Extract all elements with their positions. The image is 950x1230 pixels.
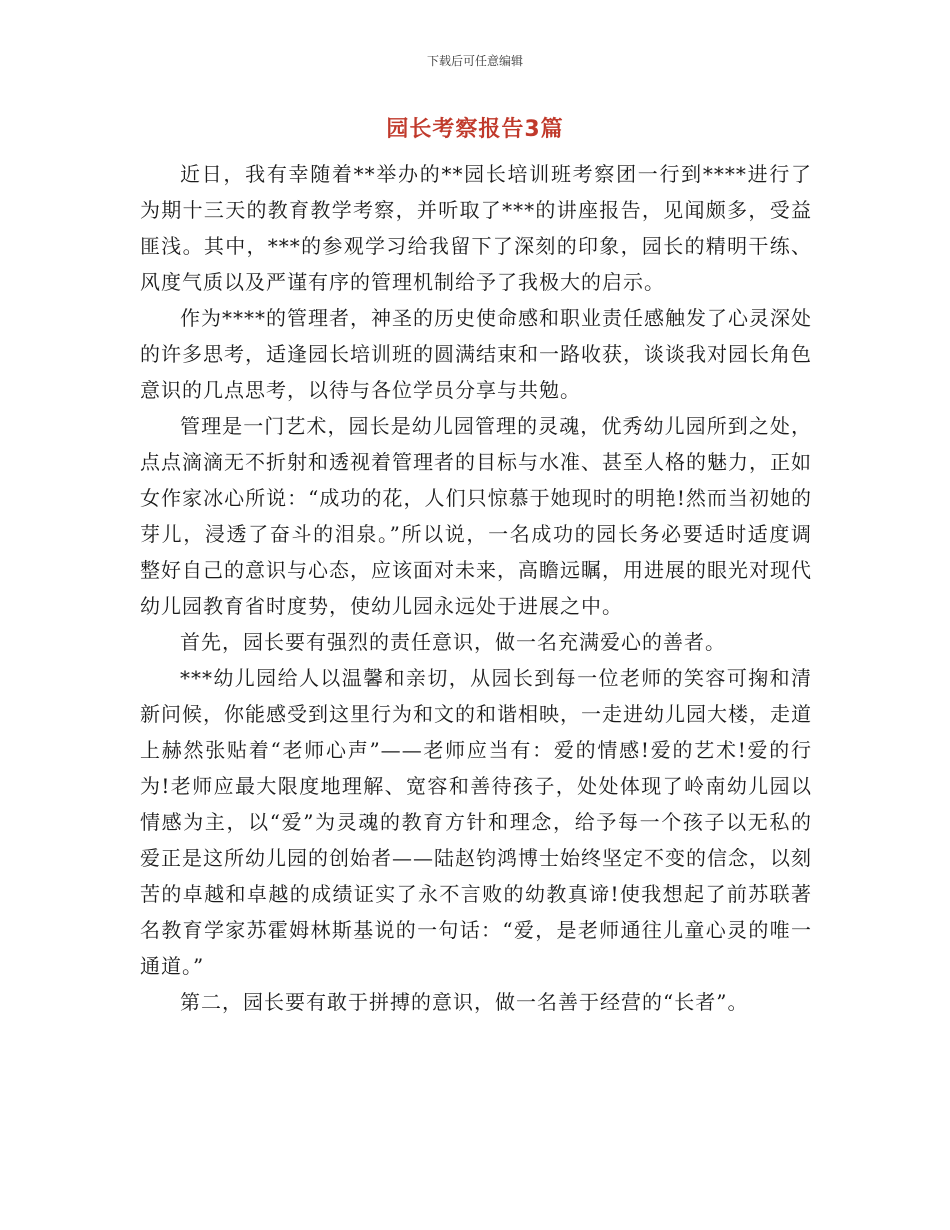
paragraph: 管理是一门艺术，园长是幼儿园管理的灵魂，优秀幼儿园所到之处，点点滴滴无不折射和透视着管理者的目标与水准、甚至人格的魅力，正如女作家冰心所说：“成功的花，人们只惊慕于她现时的明艳!然而当初她的芽儿，浸透了奋斗的泪泉。”所以说，一名成功的园长务必要适时适度调整好自己的意识与心态，应该面对未来，高瞻远瞩，用进展的眼光对现代幼儿园教育省时度势，使幼儿园永远处于进展之中。 (140, 414, 812, 618)
paragraph: 第二，园长要有敢于拼搏的意识，做一名善于经营的“长者”。 (180, 990, 749, 1014)
document-body (140, 156, 812, 1020)
paragraph: 作为****的管理者，神圣的历史使命感和职业责任感触发了心灵深处的许多思考，适逢园长培训班的圆满结束和一路收获，谈谈我对园长角色意识的几点思考，以待与各位学员分享与共勉。 (140, 306, 812, 402)
paragraph: ***幼儿园给人以温馨和亲切，从园长到每一位老师的笑容可掬和清新问候，你能感受到这里行为和文的和谐相映，一走进幼儿园大楼，走道上赫然张贴着“老师心声”——老师应当有：爱的情感!爱的艺术!爱的行为!老师应最大限度地理解、宽容和善待孩子，处处体现了岭南幼儿园以情感为主，以“爱”为灵魂的教育方针和理念，给予每一个孩子以无私的爱正是这所幼儿园的创始者——陆赵钧鸿博士始终坚定不变的信念，以刻苦的卓越和卓越的成绩证实了永不言败的幼教真谛!使我想起了前苏联著名教育学家苏霍姆林斯基说的一句话：“爱，是老师通往儿童心灵的唯一通道。” (140, 666, 812, 978)
paragraph: 首先，园长要有强烈的责任意识，做一名充满爱心的善者。 (180, 630, 726, 654)
paragraph: 近日，我有幸随着**举办的**园长培训班考察团一行到****进行了为期十三天的教育教学考察，并听取了***的讲座报告，见闻颇多，受益匪浅。其中，***的参观学习给我留下了深刻的印象，园长的精明干练、风度气质以及严谨有序的管理机制给予了我极大的启示。 (140, 162, 812, 294)
document-title: 园长考察报告3篇 (386, 117, 564, 142)
header-note: 下载后可任意编辑 (426, 54, 523, 68)
